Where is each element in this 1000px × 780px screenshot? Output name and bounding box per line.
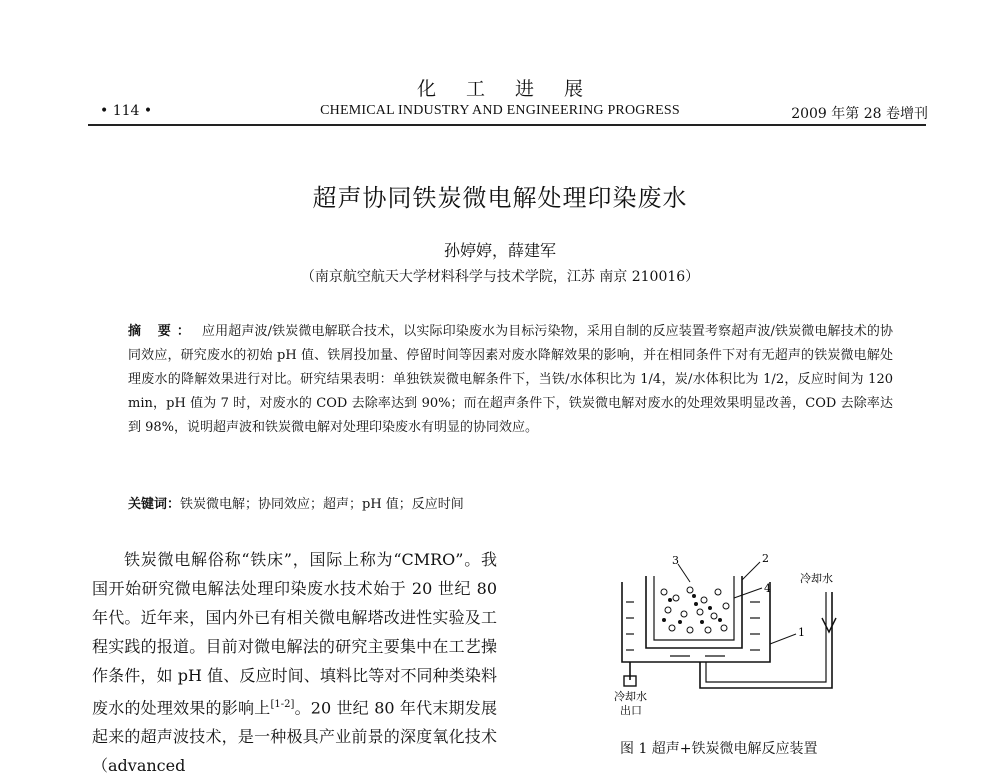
flow-arrow-icon: [822, 618, 836, 632]
keywords-text: 铁炭微电解；协同效应；超声；pH 值；反应时间: [180, 497, 464, 512]
abstract-label: 摘 要：: [128, 324, 196, 339]
keywords-label: 关键词：: [128, 497, 181, 512]
label-3: 3: [672, 554, 679, 567]
body-paragraph-continued: 。20 世纪 80 年代末期发展起来的超声波技术，是一种极具产业前景的深度氧化技术（advanced: [92, 698, 497, 776]
abstract-text: 应用超声波/铁炭微电解联合技术，以实际印染废水为目标污染物，采用自制的反应装置考察超声波/铁炭微电解技术的协同效应，研究废水的初始 pH 值、铁屑投加量、停留时间等因素对废水降解效果的影响，并在相同条件下对有无超声的铁炭微电解处理废水的降解效果进行对比。研究结果表明：单独铁炭微电解条件下，当铁/水体积比为 1/4，炭/水体积比为 1/2，反应时间为 120 min，pH 值为 7 时，对废水的 COD 去除率达到 90%；而在超声条件下，铁炭微电解对废水的处理效果明显改善，COD 去除率达到 98%，说明超声波和铁炭微电解对处理印染废水有明显的协同效应。: [128, 324, 893, 435]
body-paragraph: 铁炭微电解俗称“铁床”，国际上称为“CMRO”。我国开始研究微电解法处理印染废水技术始于 20 世纪 80 年代。近年来，国内外已有相关微电解塔改进性实验及工程实践的报道。目前对微电解法的研究主要集中在工艺操作条件，如 pH 值、反应时间、填料比等对不同种类染料废水的处理效果的影响上: [92, 550, 497, 718]
article-title: 超声协同铁炭微电解处理印染废水: [312, 184, 688, 212]
abstract: [128, 320, 893, 440]
cooling-water-outlet-label: 冷却水: [614, 690, 647, 703]
page-number: • 114 •: [100, 103, 153, 119]
label-2: 2: [762, 552, 769, 565]
journal-name-en: CHEMICAL INDUSTRY AND ENGINEERING PROGRESS: [320, 103, 680, 118]
article-authors: 孙婷婷，薛建军: [443, 241, 556, 260]
reactor-diagram: [610, 552, 860, 742]
iron-carbon-packing: [661, 587, 729, 633]
cooling-water-inlet-label: 冷却水: [800, 572, 833, 585]
keywords: [128, 494, 893, 516]
outer-tank: [622, 582, 770, 662]
inner-reactor: [646, 576, 742, 648]
label-1: 1: [798, 626, 805, 639]
reactor-diagram-svg: [610, 552, 860, 742]
citation: [1-2]: [270, 699, 295, 710]
body-text-column: [92, 545, 497, 780]
issue-info: 2009 年第 28 卷增刊: [791, 106, 928, 122]
outlet-label: 出口: [620, 704, 642, 717]
label-4: 4: [764, 582, 771, 595]
article-affiliation: （南京航空航天大学材料科学与技术学院，江苏 南京 210016）: [300, 269, 700, 285]
figure-caption: 图 1 超声+铁炭微电解反应装置: [620, 741, 818, 757]
header-rule: [88, 124, 926, 126]
journal-name-cn: 化工进展: [416, 78, 613, 100]
cooling-pipe-inner: [706, 592, 826, 682]
